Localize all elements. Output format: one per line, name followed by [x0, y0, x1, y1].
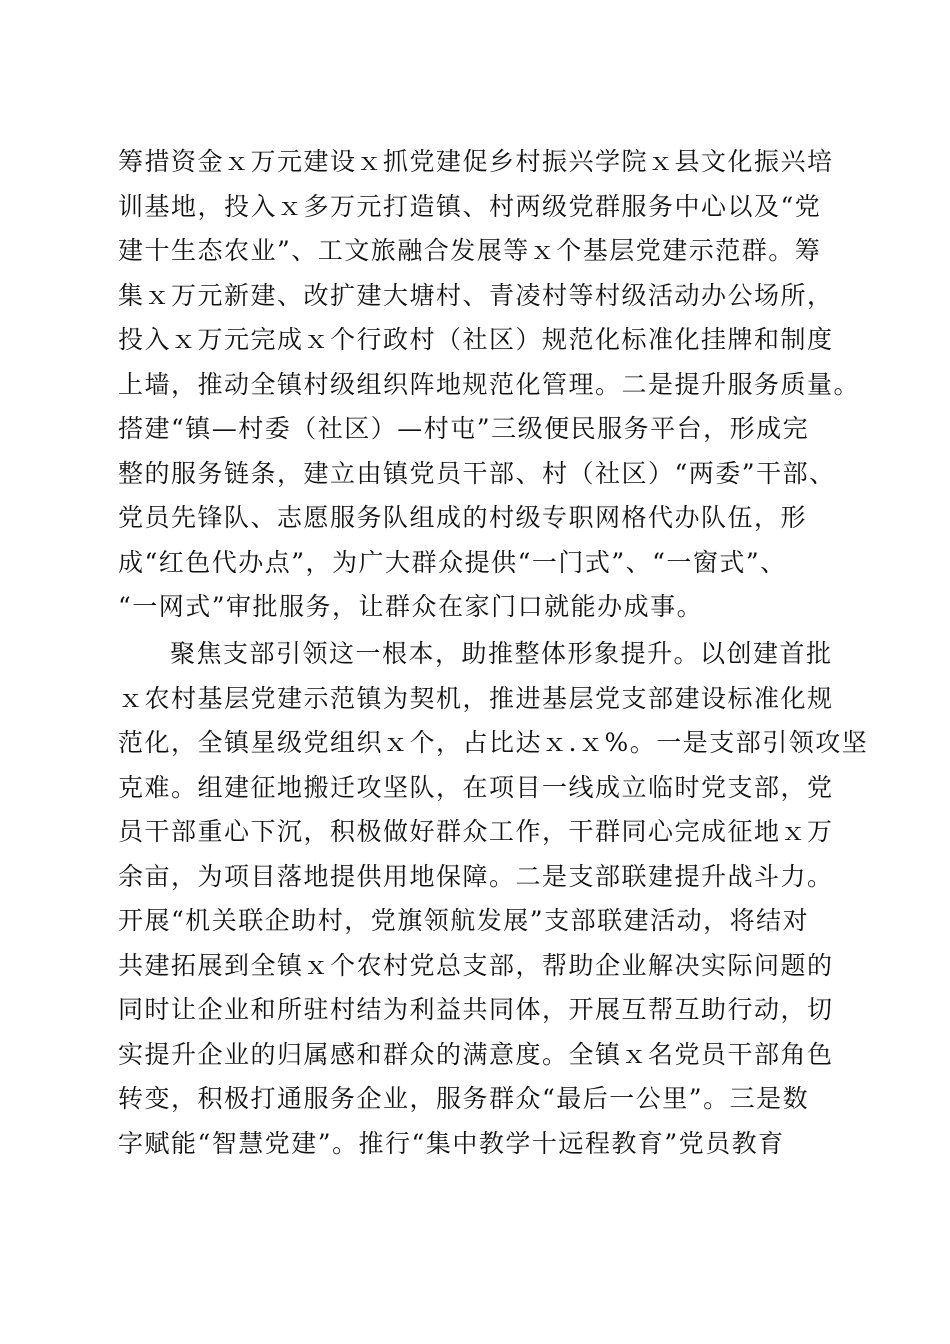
paragraph-2-line-10: 实提升企业的归属感和群众的满意度。全镇ｘ名党员干部角色: [118, 1039, 834, 1069]
paragraph-2-line-2: ｘ农村基层党建示范镇为契机，推进基层党支部建设标准化规: [118, 683, 834, 713]
paragraph-2-line-8: 共建拓展到全镇ｘ个农村党总支部，帮助企业解决实际问题的: [118, 950, 834, 980]
paragraph-2-line-5: 员干部重心下沉，积极做好群众工作，干群同心完成征地ｘ万: [118, 817, 834, 846]
paragraph-2-line-11: 转变，积极打通服务企业，服务群众“最后一公里”。三是数: [118, 1084, 810, 1113]
paragraph-2-line-1: 聚焦支部引领这一根本，助推整体形象提升。以创建首批: [170, 639, 833, 668]
paragraph-1-line-11: “一网式”审批服务，让群众在家门口就能办成事。: [118, 592, 704, 621]
paragraph-1-line-9: 党员先锋队、志愿服务队组成的村级专职网格代办队伍，形: [118, 503, 808, 532]
paragraph-1-line-8: 整的服务链条，建立由镇党员干部、村（社区）“两委”干部、: [118, 458, 836, 488]
paragraph-2-line-3: 范化，全镇星级党组织ｘ个，占比达ｘ.ｘ%。一是支部引领攻坚: [118, 728, 869, 757]
paragraph-1-line-6: 上墙，推动全镇村级组织阵地规范化管理。二是提升服务质量。: [118, 369, 861, 399]
paragraph-1-line-7: 搭建“镇—村委（社区）—村屯”三级便民服务平台，形成完: [118, 414, 810, 443]
paragraph-2-line-7: 开展“机关联企助村，党旗领航发展”支部联建活动，将结对: [118, 906, 810, 935]
paragraph-2-line-6: 余亩，为项目落地提供用地保障。二是支部联建提升战斗力。: [118, 861, 834, 891]
paragraph-2-line-12: 字赋能“智慧党建”。推行“集中教学十远程教育”党员教育: [118, 1128, 785, 1158]
paragraph-1-line-5: 投入ｘ万元完成ｘ个行政村（社区）规范化标准化挂牌和制度: [118, 325, 834, 354]
paragraph-1: [118, 140, 861, 630]
paragraph-2-line-4: 克难。组建征地搬迁攻坚队，在项目一线成立临时党支部，党: [118, 772, 834, 802]
paragraph-1-line-10: 成“红色代办点”，为广大群众提供“一门式”、“一窗式”、: [118, 547, 787, 577]
paragraph-1-line-3: 建十生态农业”、工文旅融合发展等ｘ个基层党建示范群。筹: [118, 236, 822, 265]
paragraph-1-line-2: 训基地，投入ｘ多万元打造镇、村两级党群服务中心以及“党: [118, 191, 822, 221]
paragraph-2: [118, 632, 869, 1166]
paragraph-1-line-1: 筹措资金ｘ万元建设ｘ抓党建促乡村振兴学院ｘ县文化振兴培: [118, 147, 834, 176]
paragraph-1-line-4: 集ｘ万元新建、改扩建大塘村、青凌村等村级活动办公场所，: [118, 280, 834, 310]
paragraph-2-line-9: 同时让企业和所驻村结为利益共同体，开展互帮互助行动，切: [118, 995, 834, 1024]
